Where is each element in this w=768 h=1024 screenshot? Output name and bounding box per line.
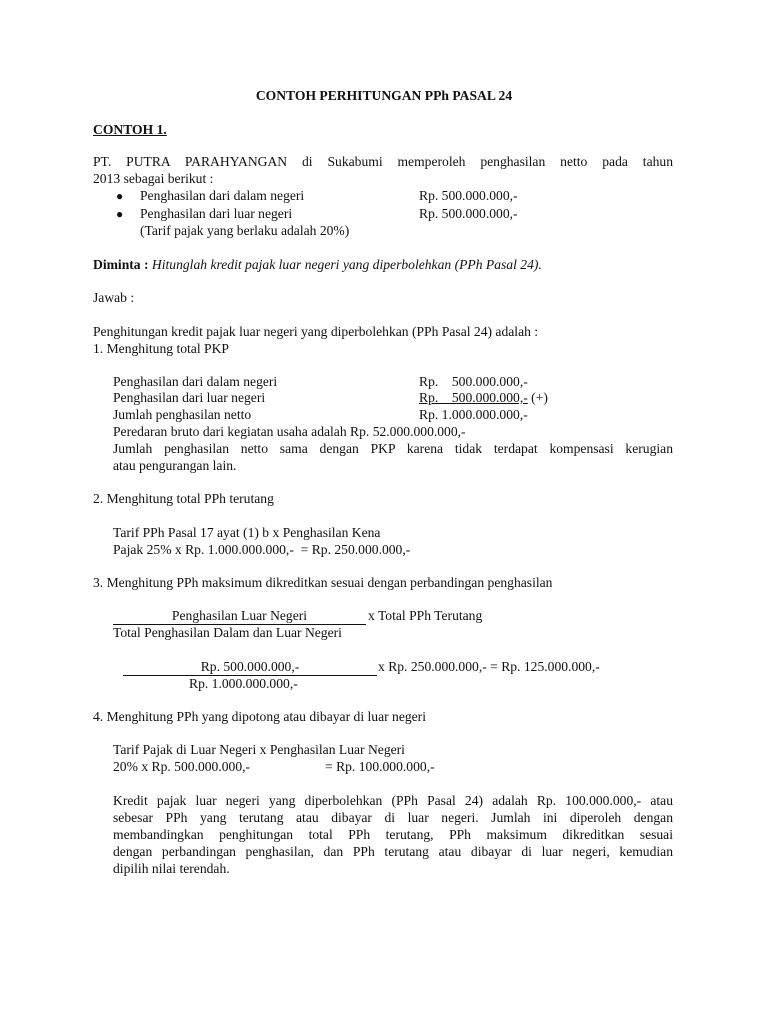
step1-note-1: Jumlah penghasilan netto sama dengan PKP karena tidak terdapat kompensasi kerugian bbox=[113, 441, 673, 456]
diminta-line bbox=[93, 257, 542, 274]
conclusion-line: sebesar PPh yang terutang atau dibayar di luar negeri. Jumlah ini diperoleh dengan bbox=[113, 810, 673, 825]
conclusion-line: membandingkan penghitungan total PPh terutang, PPh maksimum dikreditkan sesuai bbox=[113, 827, 673, 842]
document-title: CONTOH PERHITUNGAN PPh PASAL 24 bbox=[255, 88, 513, 103]
calc-numerator bbox=[123, 659, 377, 676]
jawab-label: Jawab : bbox=[93, 290, 135, 305]
bullet-icon: ● bbox=[116, 189, 124, 203]
step4-line-1: Tarif Pajak di Luar Negeri x Penghasilan Luar Negeri bbox=[113, 742, 405, 757]
formula-numerator-text: Penghasilan Luar Negeri bbox=[171, 608, 308, 623]
conclusion-line: dipilih nilai terendah. bbox=[113, 861, 230, 876]
step4-line-2a: 20% x Rp. 500.000.000,- bbox=[113, 759, 251, 774]
step1-row-label: Jumlah penghasilan netto bbox=[113, 407, 252, 422]
step1-heading: 1. Menghitung total PKP bbox=[93, 341, 229, 356]
step3-heading: 3. Menghitung PPh maksimum dikreditkan sesuai dengan perbandingan penghasilan bbox=[93, 575, 553, 590]
bullet-value: Rp. 500.000.000,- bbox=[419, 188, 518, 203]
conclusion-line: Kredit pajak luar negeri yang diperbolehkan (PPh Pasal 24) adalah Rp. 100.000.000,- atau bbox=[113, 793, 673, 808]
bullet-label: Penghasilan dari luar negeri bbox=[140, 206, 293, 221]
calc-multiplier: x Rp. 250.000.000,- = Rp. 125.000.000,- bbox=[378, 659, 600, 674]
intro-line-1: PT. PUTRA PARAHYANGAN di Sukabumi memperoleh penghasilan netto pada tahun bbox=[93, 154, 673, 169]
step1-row-suffix: (+) bbox=[527, 390, 548, 405]
calc-intro: Penghitungan kredit pajak luar negeri yang diperbolehkan (PPh Pasal 24) adalah : bbox=[93, 324, 539, 339]
step1-row-value: Rp. 500.000.000,- bbox=[419, 390, 528, 405]
step1-row-value-line bbox=[419, 390, 548, 407]
step1-row-value: Rp. 1.000.000.000,- bbox=[419, 407, 528, 422]
formula-multiplier: x Total PPh Terutang bbox=[368, 608, 483, 623]
conclusion-line: dengan perbandingan penghasilan, dan PPh terutang atau dibayar di luar negeri, kemudian bbox=[113, 844, 673, 859]
bullet-icon: ● bbox=[116, 207, 124, 221]
step2-heading: 2. Menghitung total PPh terutang bbox=[93, 491, 274, 506]
formula-denominator: Total Penghasilan Dalam dan Luar Negeri bbox=[113, 625, 342, 640]
intro-line-2: 2013 sebagai berikut : bbox=[93, 171, 214, 186]
step4-heading: 4. Menghitung PPh yang dipotong atau dibayar di luar negeri bbox=[93, 709, 426, 724]
step1-row-label: Penghasilan dari dalam negeri bbox=[113, 374, 278, 389]
step4-line-2b: = Rp. 100.000.000,- bbox=[325, 759, 435, 774]
step1-note-2: atau pengurangan lain. bbox=[113, 458, 237, 473]
step1-row-label: Penghasilan dari luar negeri bbox=[113, 390, 266, 405]
step2-line-1: Tarif PPh Pasal 17 ayat (1) b x Penghasilan Kena bbox=[113, 525, 381, 540]
example-heading: CONTOH 1. bbox=[93, 122, 167, 137]
calc-denominator: Rp. 1.000.000.000,- bbox=[189, 676, 298, 691]
formula-numerator bbox=[113, 608, 366, 625]
diminta-label: Diminta : bbox=[93, 257, 149, 272]
tariff-note: (Tarif pajak yang berlaku adalah 20%) bbox=[140, 223, 350, 238]
bullet-label: Penghasilan dari dalam negeri bbox=[140, 188, 305, 203]
step1-row-value: Rp. 500.000.000,- bbox=[419, 374, 528, 389]
step1-bruto: Peredaran bruto dari kegiatan usaha adalah Rp. 52.000.000.000,- bbox=[113, 424, 466, 439]
bullet-value: Rp. 500.000.000,- bbox=[419, 206, 518, 221]
calc-numerator-text: Rp. 500.000.000,- bbox=[200, 659, 300, 674]
step2-line-2: Pajak 25% x Rp. 1.000.000.000,- = Rp. 250.000.000,- bbox=[113, 542, 411, 557]
diminta-text: Hitunglah kredit pajak luar negeri yang diperbolehkan (PPh Pasal 24). bbox=[151, 257, 542, 272]
